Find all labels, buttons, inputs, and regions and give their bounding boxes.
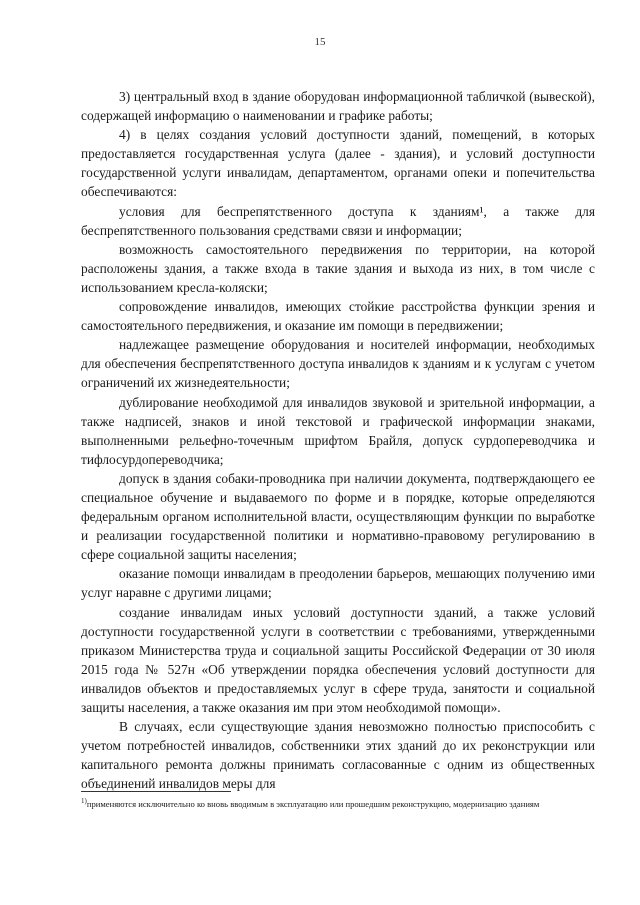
- paragraph-10: создание инвалидам иных условий доступности зданий, а также условий доступности государственной услуги в соответствии с требованиями, утвержденными приказом Министерства труда и социальной защиты Российской Федерации от 30 июля 2015 года № 527н «Об утверждении порядка обеспечения условий доступности для инвалидов объектов и предоставляемых услуг в сфере труда, занятости и социальной защиты населения, а также оказания им при этом необходимой помощи».: [81, 604, 595, 715]
- paragraph-6: надлежащее размещение оборудования и носителей информации, необходимых для обеспечения беспрепятственного доступа инвалидов к зданиям и к услугам с учетом ограничений их жизнедеятельности;: [81, 337, 595, 391]
- footnote-text: применяются исключительно ко вновь вводимым в эксплуатацию или прошедшим реконструкцию, модернизацию зданиям: [86, 799, 540, 809]
- paragraph-3: условия для беспрепятственного доступа к зданиям¹, а также для беспрепятственного пользования средствами связи и информации;: [81, 203, 595, 238]
- page-number: 15: [314, 36, 326, 48]
- footnote: [81, 798, 595, 810]
- paragraph-1: 3) центральный вход в здание оборудован информационной табличкой (вывеской), содержащей информацию о наименовании и графике работы;: [81, 89, 595, 124]
- paragraph-4: возможность самостоятельного передвижения по территории, на которой расположены здания, а также входа в такие здания и выхода из них, в том числе с использованием кресла-коляски;: [81, 241, 595, 295]
- footnote-divider: [81, 791, 231, 792]
- paragraph-2: 4) в целях создания условий доступности зданий, помещений, в которых предоставляется государственная услуга (далее - здания), и условий доступности государственной услуги инвалидам, департаментом, органами опеки и попечительства обеспечиваются:: [81, 127, 595, 200]
- paragraph-7: дублирование необходимой для инвалидов звуковой и зрительной информации, а также надписей, знаков и иной текстовой и графической информации знаками, выполненными рельефно-точечным шрифтом Брайля, допуск сурдопереводчика и тифлосурдопереводчика;: [81, 394, 595, 467]
- paragraph-11: В случаях, если существующие здания невозможно полностью приспособить с учетом потребностей инвалидов, собственники этих зданий до их реконструкции или капитального ремонта должны принимать согласованные с одним из общественных объединений инвалидов меры для: [81, 719, 595, 792]
- footnote-marker: 1): [81, 797, 87, 806]
- paragraph-8: допуск в здания собаки-проводника при наличии документа, подтверждающего ее специальное обучение и выдаваемого по форме и в порядке, которые определяются федеральным органом исполнительной власти, осуществляющим функции по выработке и реализации государственной политики и нормативно-правовому регулированию в сфере социальной защиты населения;: [81, 470, 595, 563]
- document-body: [81, 87, 595, 793]
- paragraph-5: сопровождение инвалидов, имеющих стойкие расстройства функции зрения и самостоятельного передвижения, и оказание им помощи в передвижении;: [81, 299, 595, 334]
- paragraph-9: оказание помощи инвалидам в преодолении барьеров, мешающих получению ими услуг наравне с другими лицами;: [81, 566, 595, 601]
